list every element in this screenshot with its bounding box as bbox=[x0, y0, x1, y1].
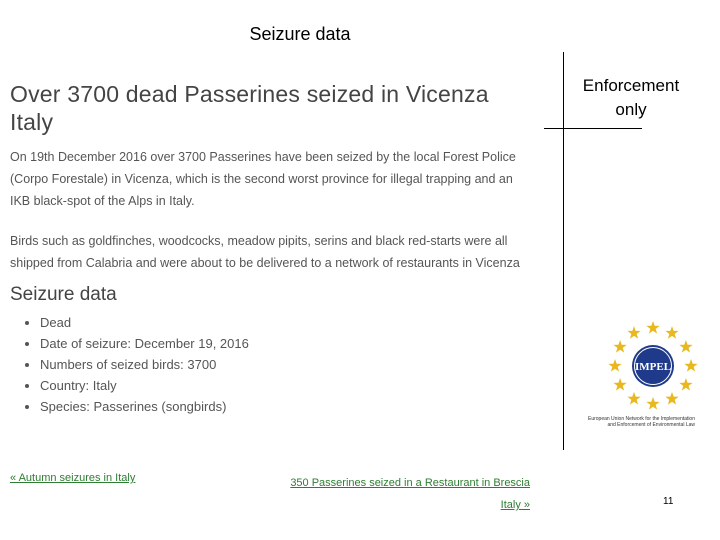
fact-count: • Numbers of seized birds: 3700 bbox=[40, 354, 535, 375]
fact-species: • Species: Passerines (songbirds) bbox=[40, 396, 535, 417]
article-paragraph-2: Birds such as goldfinches, woodcocks, meadow pipits, serins and black red-starts were all shipped from Calabria and were about to be delivered to a network of restaurants in Vicenza bbox=[10, 234, 520, 270]
article-headline: Over 3700 dead Passerines seized in Vicenza Italy bbox=[10, 81, 489, 135]
page-number: 11 bbox=[663, 496, 674, 507]
star-icon bbox=[627, 392, 640, 405]
star-icon bbox=[646, 397, 659, 410]
enforcement-label: Enforcement only bbox=[582, 76, 680, 119]
star-icon bbox=[684, 359, 697, 372]
slide-title: Seizure data bbox=[249, 24, 351, 44]
seizure-facts-list bbox=[10, 312, 535, 417]
star-icon bbox=[608, 359, 621, 372]
article-paragraph-1: On 19th December 2016 over 3700 Passerines have been seized by the local Forest Police (Corpo Forestale) in Vicenza, which is the second worst province for illegal trapping and an IKB black-spot of the Alps in Italy. bbox=[10, 150, 516, 208]
star-icon bbox=[679, 340, 692, 353]
star-icon bbox=[646, 321, 659, 334]
impel-emblem-icon bbox=[605, 318, 701, 414]
star-icon bbox=[613, 340, 626, 353]
fact-status: • Dead bbox=[40, 312, 535, 333]
fact-date: • Date of seizure: December 19, 2016 bbox=[40, 333, 535, 354]
star-icon bbox=[665, 326, 678, 339]
article bbox=[10, 80, 535, 417]
logo-caption: European Union Network for the Implementation and Enforcement of Environmental Law bbox=[587, 416, 695, 428]
seizure-data-heading: Seizure data bbox=[10, 284, 117, 305]
next-post-link[interactable]: 350 Passerines seized in a Restaurant in Brescia Italy » bbox=[290, 477, 530, 511]
star-icon bbox=[665, 392, 678, 405]
divider-vertical bbox=[563, 52, 564, 450]
previous-post-link[interactable]: « Autumn seizures in Italy bbox=[10, 472, 136, 484]
impel-logo bbox=[585, 318, 705, 446]
fact-country: • Country: Italy bbox=[40, 375, 535, 396]
star-icon bbox=[613, 378, 626, 391]
divider-horizontal bbox=[544, 128, 642, 129]
star-icon bbox=[679, 378, 692, 391]
impel-logo-text: IMPEL bbox=[634, 361, 672, 373]
star-icon bbox=[627, 326, 640, 339]
